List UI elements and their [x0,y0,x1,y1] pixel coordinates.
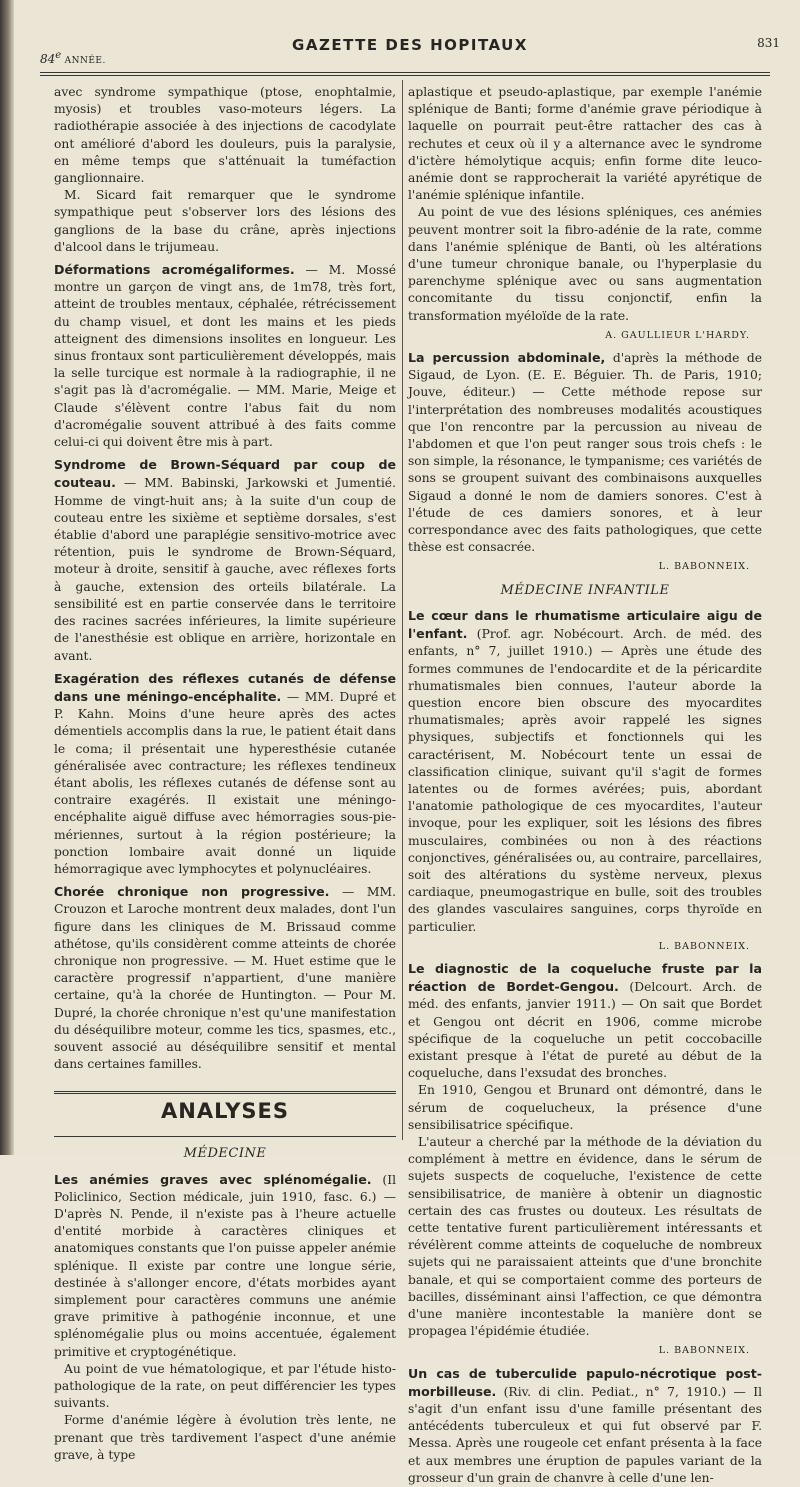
paragraph: En 1910, Gengou et Brunard ont démontré, dans le sérum de coquelucheux, la présence d'une sensibilisatrice spécifique. [408,1083,762,1132]
paragraph: Au point de vue des lésions spléniques, ces anémies peuvent montrer soit la fibro-adénie de la rate, comme dans l'anémie splénique de Banti, où les altérations d'une tumeur chronique banale, ou l'hyperplasie du parenchyme splénique avec ou sans augmentation concomitante du tissu conjonctif, enfin la transformation myéloïde de la rate. [408,205,762,323]
article-body: (Delcourt. Arch. de méd. des enfants, janvier 1911.) — On sait que Bordet et Gengou ont décrit en 1906, comme microbe spécifique de la coqueluche un petit coccobacille existant presque à l'état de pureté au début de la coqueluche, dans l'exsudat des bronches. [408,980,763,1081]
column-divider [402,80,403,1140]
year-word: ANNÉE. [61,56,106,66]
article [54,1171,396,1361]
header-rule [40,72,770,73]
rule [54,1136,396,1137]
author-signature: L. BABONNEIX. [658,1345,750,1357]
article-title: Exagération des réflexes cutanés de défense dans une méningo-encéphalite. [54,670,396,704]
left-column [54,84,396,1464]
article-title: Un cas de tuberculide papulo-nécrotique post-morbilleuse. [408,1365,762,1399]
page-number: 831 [757,36,780,50]
article-title: La percussion abdominale, [408,350,606,366]
article [54,261,396,451]
article-body: — MM. Babinski, Jarkowski et Jumentié. Homme de vingt-huit ans; à la suite d'un coup de couteau entre les sixième et septième dorsales, s'est établie d'abord une paraplégie sensitivo-motrice avec rétention, puis le syndrome de Brown-Séquard, moteur à droite, sensitif à gauche, avec réflexes forts à gauche, extension des orteils bilatérale. La sensibilité est en partie conservée dans le territoire des racines sacrées inférieures, la limite supérieure de l'anesthésie est oblique en arrière, horizontale en avant. [54,476,396,663]
author-signature: L. BABONNEIX. [658,940,750,952]
article-body: (Riv. di clin. Pediat., n° 7, 1910.) — Il s'agit d'un enfant issu d'une famille présentant des antécédents tuberculeux et qui fut observé par F. Messa. Après une rougeole cet enfant présenta à la face et aux membres une éruption de papules variant de la grosseur d'un grain de chanvre à celle d'une len- [408,1384,762,1485]
page-header [30,34,790,74]
article-title: Le diagnostic de la coqueluche fruste par la réaction de Bordet-Gengou. [408,960,762,995]
article-body: d'après la méthode de Sigaud, de Lyon. (E. E. Béguier. Th. de Paris, 1910; Jouve, éditeur.) — Cette méthode repose sur l'interprétation des nombreuses modalités acoustiques que l'on rencontre par la percussion au niveau de l'abdomen et que l'on peut ranger sous trois chefs : le son simple, la résonance, le tympanisme; ces variétés de sons se groupent suivant des combinaisons auxquelles Sigaud a donné le nom de damiers sonores. C'est à l'étude de ces damiers sonores, et à leur correspondance avec des faits pathologiques, que cette thèse est consacrée. [408,351,762,555]
article-body: (Prof. agr. Nobécourt. Arch. de méd. des enfants, n° 7, juillet 1910.) — Après une étude des formes communes de l'endocardite et de la péricardite rhumatismales bien connues, l'auteur aborde la question encore bien obscure des myocardites rhumatismales; après avoir rappelé les signes physiques, subjectifs et fonctionnels qui les caractérisent, M. Nobécourt tente un essai de classification clinique, suivant qu'il s'agit de formes latentes ou de formes avérées; puis, abordant l'anatomie pathologique de ces myocardites, l'auteur invoque, pour les expliquer, soit les lésions des fibres musculaires, combinées ou non à des réactions conjonctives, généralisées ou, au contraire, parcellaires, soit des altérations du système nerveux, plexus cardiaque, pneumogastrique en bulle, soit des troubles des glandes vasculaires sanguines, corps thyroïde en particulier. [408,627,762,934]
section-heading-analyses: ANALYSES [161,1099,289,1124]
page-gutter-shadow [0,0,14,1155]
paragraph: L'auteur a cherché par la méthode de la déviation du complément à mettre en évidence, dans le sérum de sujets suspects de coqueluche, l'existence de cette sensibilisatrice, de manière à obtenir un diagnostic certain des cas frustes ou douteux. Les résultats de cette tentative furent particulièrement intéressants et révélèrent comme atteints de coqueluche de nombreux sujets qui ne paraissaient atteints que d'une bronchite banale, et qui se comportaient comme des porteurs de bacilles, disséminant ainsi l'affection, ce que démontra d'une manière incontestable la manière dont se propagea l'épidémie étudiée. [408,1134,762,1339]
rule [54,1091,396,1094]
paragraph: avec syndrome sympathique (ptose, enophtalmie, myosis) et troubles vaso-moteurs légers. La radiothérapie associée à des injections de cacodylate ont amélioré d'abord les douleurs, puis la paralysie, en même temps que s'atténuait la tuméfaction ganglionnaire. [54,85,396,186]
paragraph: aplastique et pseudo-aplastique, par exemple l'anémie splénique de Banti; forme d'anémie grave périodique à laquelle on pourrait peut-être rattacher des cas à rechutes et ceux où il y a alternance avec le syndrome d'ictère hémolytique acquis; enfin forme dite leuco-anémie dont se rapprocherait la variété apyrétique de l'anémie splénique infantile. [408,85,762,203]
year-number-suffix: e [55,50,62,61]
article [54,883,396,1073]
article [408,607,762,936]
journal-title: GAZETTE DES HOPITAUX [292,36,528,54]
article-body: — M. Mossé montre un garçon de vingt ans, de 1m78, très fort, atteint de troubles mentaux, céphalée, rétrécissement du champ visuel, et dont les mains et les pieds atteignent des dimensions insolites en longueur. Les sinus frontaux sont particulièrement développés, mais la selle turcique est normale à la radiographie, il ne s'agit pas là d'acromégalie. — MM. Marie, Meige et Claude s'élèvent contre l'abus fait du nom d'acromégalie souvent attribué à des faits comme celui-ci qui doivent être mis à part. [54,263,396,450]
subsection-heading-medecine-infantile: MÉDECINE INFANTILE [500,582,670,598]
article [54,670,396,878]
header-rule-double [40,75,770,76]
analyses-heading-box [54,1091,396,1137]
subsection-heading-medecine: MÉDECINE [183,1146,267,1162]
article [408,349,762,556]
author-signature: L. BABONNEIX. [658,561,750,573]
paragraph: M. Sicard fait remarquer que le syndrome sympathique peut s'observer lors des lésions des ganglions de la base du crâne, après injections d'alcool dans le trijumeau. [54,188,396,254]
article-title: Déformations acromégaliformes. [54,262,295,278]
article-body: — MM. Crouzon et Laroche montrent deux malades, dont l'un figure dans les cliniques de M. Brissaud comme athétose, qu'ils considèrent comme atteints de chorée chronique non progressive. — M. Huet estime que le caractère progressif n'appartient, d'une manière certaine, qu'à la chorée de Huntington. — Pour M. Dupré, la chorée chronique n'est qu'une manifestation du déséquilibre moteur, comme les tics, spasmes, etc., souvent associé au déséquilibre sensitif et mental dans certaines familles. [54,885,396,1072]
article [54,456,396,664]
right-column [408,84,762,1487]
author-signature: A. GAULLIEUR L'HARDY. [605,329,750,341]
article [408,960,762,1082]
article-body: (Il Policlinico, Section médicale, juin 1910, fasc. 6.) — D'après N. Pende, il n'existe pas à l'heure actuelle d'entité morbide à caractères cliniques et anatomiques constants que l'on puisse appeler anémie splénique. Il existe par contre une longue série, destinée à s'allonger encore, d'états morbides ayant simplement pour caractères communs une anémie grave primitive à pathogénie inconnue, et une splénomégalie plus ou moins accentuée, également primitive et cryptogénétique. [54,1172,396,1359]
article-title: Chorée chronique non progressive. [54,884,330,900]
article [408,1365,762,1487]
article-body: — MM. Dupré et P. Kahn. Moins d'une heure après des actes démentiels accomplis dans la rue, le patient était dans le coma; il présentait une hyperesthésie cutanée généralisée avec contracture; les réflexes tendineux étant abolis, les réflexes cutanés de défense sont au contraire exagérés. Il existait une méningo-encéphalite aiguë diffuse avec hémorragies sous-pie-mériennes, surtout à la région postérieure; la ponction lombaire avait donné un liquide hémorragique avec lymphocytes et polynucléaires. [54,689,396,876]
article-title: Le cœur dans le rhumatisme articulaire aigu de l'enfant. [408,607,762,642]
paragraph: Forme d'anémie légère à évolution très lente, ne prenant que très tardivement l'aspect d'une anémie grave, à type [54,1413,396,1462]
year-number: 84 [40,52,56,66]
paragraph: Au point de vue hématologique, et par l'étude histo-pathologique de la rate, on peut différencier les types suivants. [54,1361,396,1411]
article-title: Syndrome de Brown-Séquard par coup de couteau. [54,457,396,491]
article-title: Les anémies graves avec splénomégalie. [54,1171,372,1187]
